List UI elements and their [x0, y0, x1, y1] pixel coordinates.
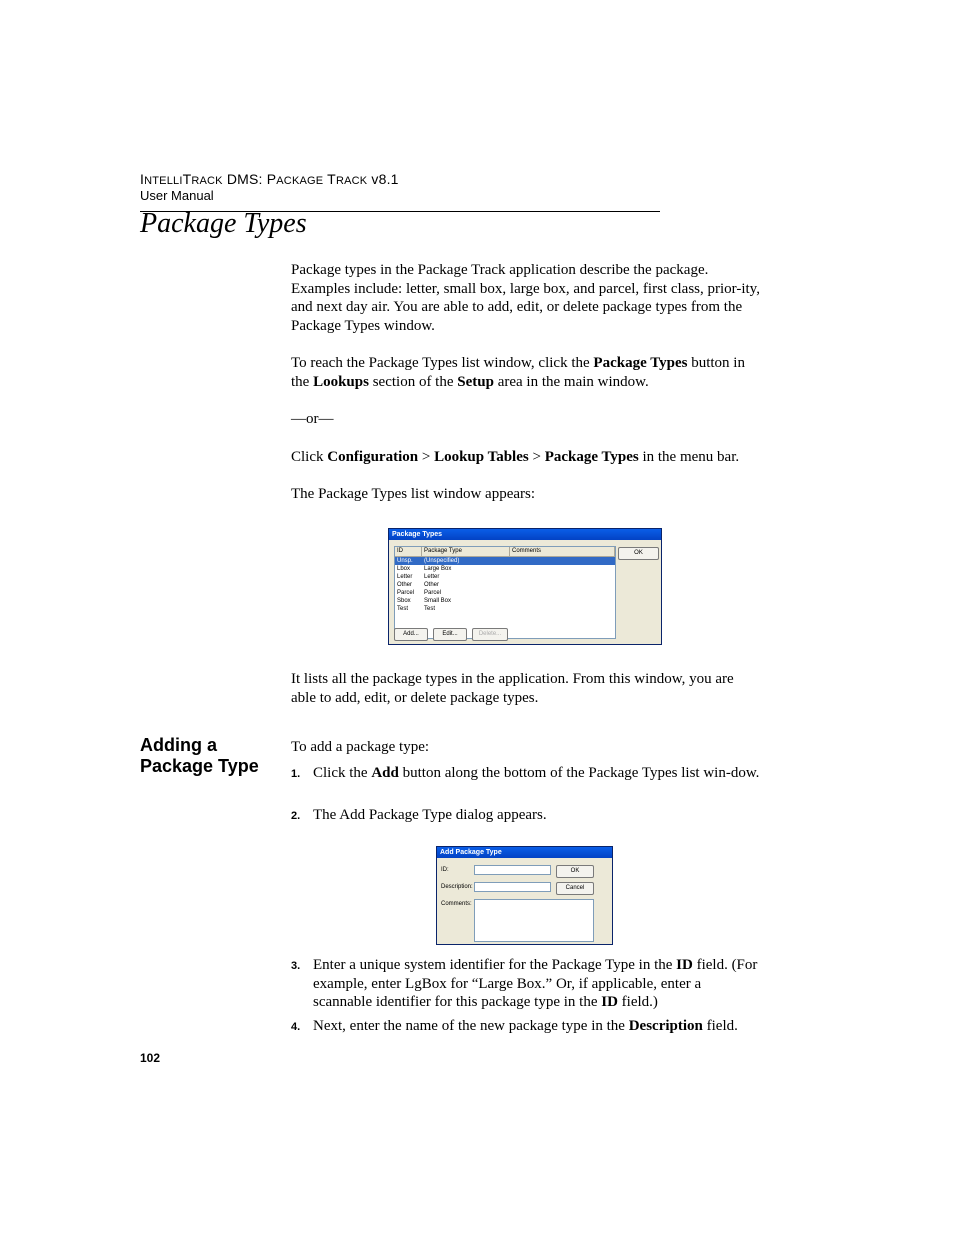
description-field[interactable] — [474, 882, 551, 892]
page-title: Package Types — [140, 208, 307, 239]
list-item[interactable]: Test Test — [397, 606, 436, 612]
comments-field[interactable] — [474, 899, 594, 942]
menu-path-paragraph: Click Configuration > Lookup Tables > Package Types in the menu bar. — [291, 449, 740, 465]
lists-paragraph: It lists all the package types in the application. From this window, you are able to add, edit, or delete package types. — [291, 671, 734, 706]
window-title: Package Types — [389, 529, 661, 540]
edit-button[interactable]: Edit... — [433, 628, 467, 641]
page-number: 102 — [140, 1051, 161, 1065]
comments-label: Comments: — [441, 901, 472, 907]
add-package-type-dialog — [436, 846, 613, 945]
cancel-button[interactable]: Cancel — [556, 882, 594, 895]
description-label: Description: — [441, 884, 473, 890]
reach-paragraph: To reach the Package Types list window, click the Package Types button in the Lookups section of the Setup area in the main window. — [291, 355, 745, 390]
list-item[interactable]: Other Other — [397, 582, 440, 588]
window-appears-paragraph: The Package Types list window appears: — [291, 486, 536, 502]
or-separator: —or— — [291, 411, 334, 427]
package-types-list[interactable] — [394, 546, 616, 639]
package-types-window — [388, 528, 662, 645]
ok-button[interactable]: OK — [556, 865, 594, 878]
step-number: 3. — [291, 960, 301, 972]
step-text: The Add Package Type dialog appears. — [313, 807, 547, 823]
step-text: Click the Add button along the bottom of the Package Types list win-dow. — [313, 765, 760, 781]
list-item[interactable]: Sbox Small Box — [397, 598, 452, 604]
add-intro-paragraph: To add a package type: — [291, 739, 430, 755]
list-header — [395, 547, 615, 557]
step-text: Next, enter the name of the new package type in the Description field. — [313, 1018, 738, 1034]
running-header-title: INTELLITRACK DMS: PACKAGE TRACK v8.1 — [140, 171, 399, 187]
ok-button[interactable]: OK — [618, 547, 659, 560]
add-button[interactable]: Add... — [394, 628, 428, 641]
list-item[interactable]: Parcel Parcel — [397, 590, 442, 596]
delete-button[interactable]: Delete... — [472, 628, 508, 641]
column-header-package-type[interactable]: Package Type — [422, 547, 510, 556]
dialog-title: Add Package Type — [437, 847, 612, 858]
step-text: Enter a unique system identifier for the Package Type in the ID field. (For example, enter LgBox for “Large Box.” Or, if applicable, enter a scannable identifier for this package type in the ID field.) — [313, 957, 758, 1011]
id-label: ID: — [441, 867, 449, 873]
list-item[interactable]: Letter Letter — [397, 574, 440, 580]
section-heading: Adding a Package Type — [140, 735, 259, 776]
intro-paragraph: Package types in the Package Track application describe the package. Examples include: letter, small box, large box, and parcel, first class, prior-ity, and next day air. You are able to add, edit, or delete package types from the Package Types window. — [291, 262, 760, 334]
step-number: 1. — [291, 768, 301, 780]
running-header-subtitle: User Manual — [140, 188, 214, 203]
step-number: 2. — [291, 810, 301, 822]
step-number: 4. — [291, 1021, 301, 1033]
column-header-comments[interactable]: Comments — [510, 547, 615, 556]
list-item[interactable]: Lbox Large Box — [397, 566, 452, 572]
list-item[interactable]: Unsp. (Unspecified) — [395, 557, 615, 565]
column-header-id[interactable]: ID — [395, 547, 422, 556]
id-field[interactable] — [474, 865, 551, 875]
